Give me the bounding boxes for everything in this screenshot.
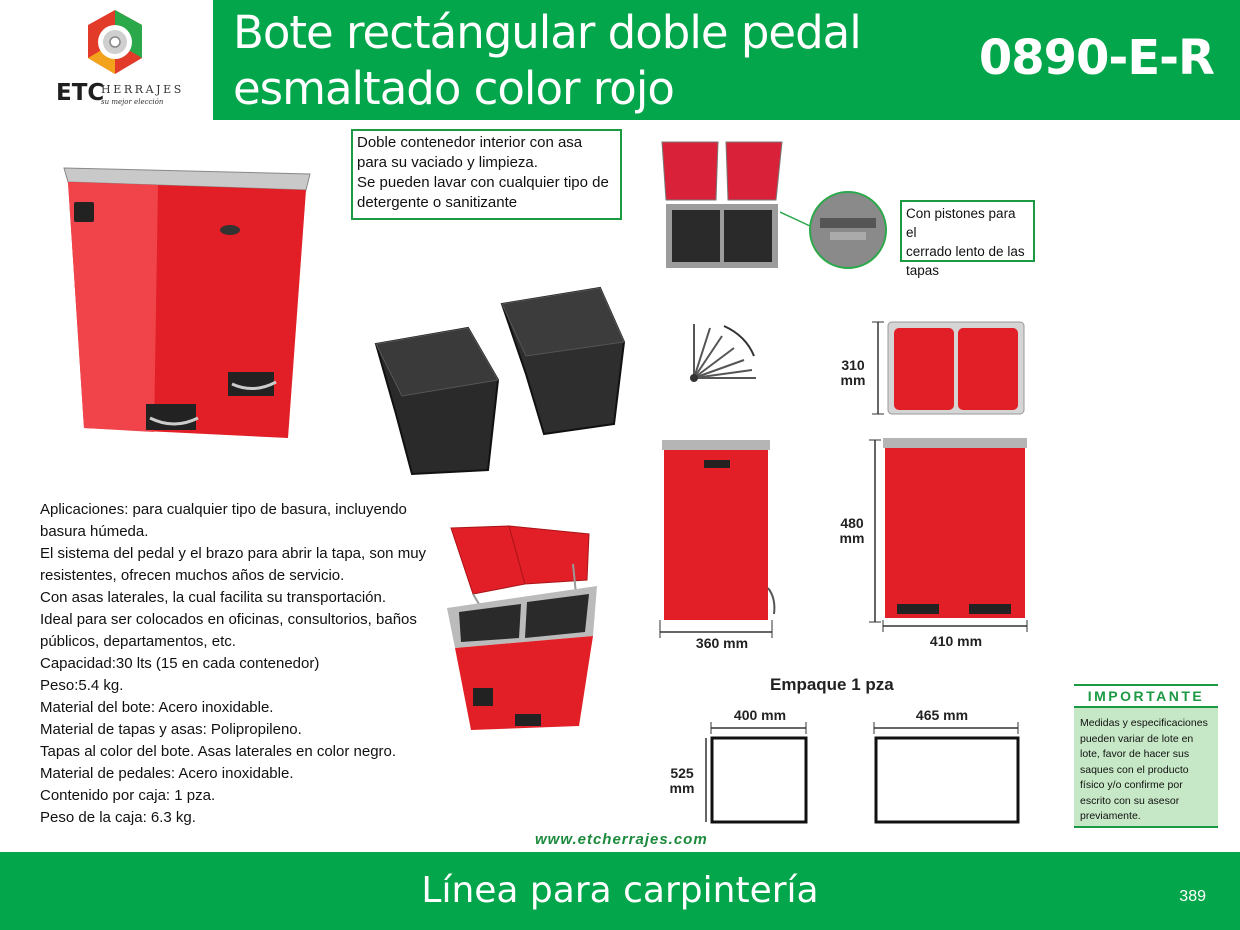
side-width-label: 360 mm — [695, 635, 749, 651]
callout-line: Se pueden lavar con cualquier tipo de — [357, 174, 609, 191]
product-title-line-1: Bote rectángular doble pedal — [233, 6, 861, 59]
footer-title: Línea para carpintería — [421, 870, 819, 911]
important-text: Medidas y especificaciones pueden variar de lote en lote, favor de hacer sus saques con el producto físico y/o confirme por escrito con su asesor previamente. — [1074, 706, 1218, 828]
main-bin-image — [58, 160, 318, 445]
callout-line: cerrado lento de las — [906, 244, 1025, 259]
package-width-2-label: 465 mm — [915, 707, 969, 723]
height-dimension-label: 480 mm — [839, 515, 865, 546]
product-title-line-2: esmaltado color rojo — [233, 62, 674, 115]
piston-detail-image — [780, 190, 890, 270]
logo-etc-text: ETC — [56, 80, 105, 106]
side-view-diagram — [658, 438, 783, 648]
spec-item: Aplicaciones: para cualquier tipo de basura, incluyendo basura húmeda. — [40, 501, 407, 540]
logo-tagline: su mejor elección — [101, 98, 164, 106]
packaging-diagram — [700, 718, 1025, 830]
callout-line: Con pistones para el — [906, 206, 1016, 240]
callout-line: tapas — [906, 263, 940, 278]
spec-item: Material de tapas y asas: Polipropileno. — [40, 721, 302, 738]
spec-item: Ideal para ser colocados en oficinas, consultorios, baños públicos, departamentos, etc. — [40, 611, 417, 650]
logo — [0, 0, 213, 120]
important-heading: IMPORTANTE — [1074, 684, 1218, 706]
spec-item: Contenido por caja: 1 pza. — [40, 787, 216, 804]
callout-line: para su vaciado y limpieza. — [357, 154, 538, 171]
package-height-label: 525 mm — [669, 765, 695, 796]
spec-item: Material del bote: Acero inoxidable. — [40, 699, 274, 716]
inner-buckets-image — [372, 284, 628, 476]
spec-item: Capacidad:30 lts (15 en cada contenedor) — [40, 655, 320, 672]
spec-item: Con asas laterales, la cual facilita su transportación. — [40, 589, 387, 606]
callout-line: Doble contenedor interior con asa — [357, 134, 583, 151]
spec-item: Peso de la caja: 6.3 kg. — [40, 809, 196, 826]
logo-herrajes-text: HERRAJES — [101, 83, 184, 96]
front-view-diagram — [865, 436, 1033, 640]
spec-item: Peso:5.4 kg. — [40, 677, 124, 694]
title-bar — [213, 0, 1240, 120]
pistons-callout — [900, 200, 1035, 278]
inner-container-callout — [351, 129, 622, 220]
page-number: 389 — [1179, 888, 1206, 905]
callout-line: detergente o sanitizante — [357, 194, 518, 211]
open-bin-image — [658, 138, 788, 272]
logo-icon — [84, 8, 146, 76]
spec-item: El sistema del pedal y el brazo para abrir la tapa, son muy resistentes, ofrecen muchos años de servicio. — [40, 545, 427, 584]
depth-dimension-label: 310 mm — [840, 357, 866, 388]
website-link[interactable]: www.etcherrajes.com — [535, 831, 708, 848]
slow-close-icon — [688, 320, 760, 386]
package-width-1-label: 400 mm — [733, 707, 787, 723]
specifications-list — [40, 499, 435, 829]
open-bin-perspective-image — [443, 524, 603, 738]
footer-bar — [0, 852, 1240, 930]
spec-item: Tapas al color del bote. Asas laterales en color negro. — [40, 743, 397, 760]
product-code: 0890-E-R — [978, 30, 1214, 86]
packaging-title: Empaque 1 pza — [770, 675, 894, 694]
front-width-label: 410 mm — [929, 633, 983, 649]
important-notice — [1074, 684, 1218, 828]
spec-item: Material de pedales: Acero inoxidable. — [40, 765, 294, 782]
top-view-diagram — [870, 318, 1030, 418]
